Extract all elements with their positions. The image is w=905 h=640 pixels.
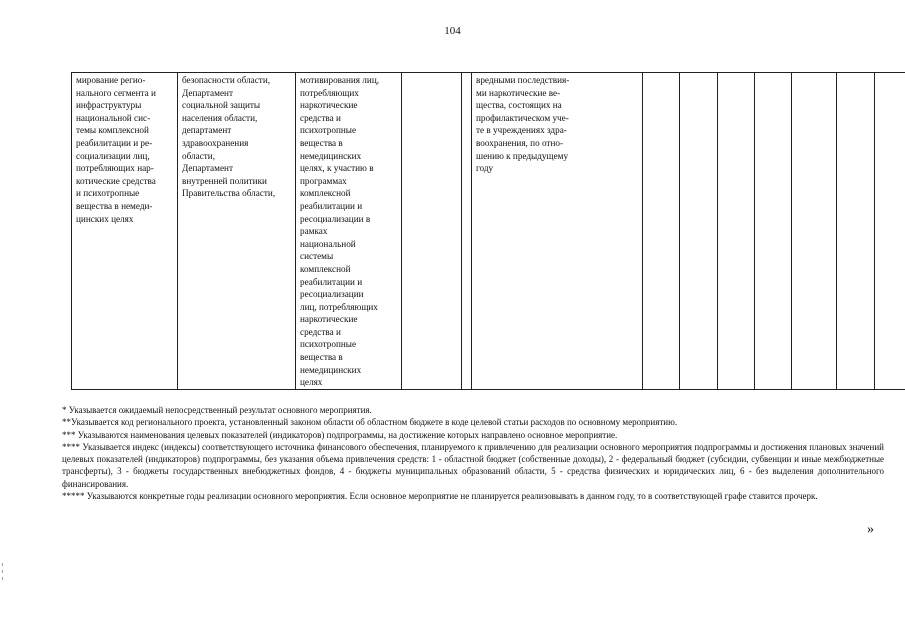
- footnotes: [62, 404, 884, 502]
- table-cell: [837, 73, 875, 390]
- footnote: **Указывается код регионального проекта, установленный законом области об областном бюджете в коде целевой статьи расходов по основному мероприятию.: [62, 417, 678, 428]
- table-cell: [875, 73, 905, 390]
- table-cell: [680, 73, 718, 390]
- table-cell: [402, 73, 462, 390]
- table-cell: мирование регио- нального сегмента и инфраструктуры национальной сис- темы комплексной реабилитации и ре- социализации лиц, потребляющих нар- котические средства и психотропные вещества в немеди- цинских целях: [72, 73, 178, 390]
- table-cell: [792, 73, 837, 390]
- table-row: [72, 73, 905, 390]
- table-cell: [462, 73, 472, 390]
- table-cell: безопасности области, Департамент социальной защиты населения области, департамент здравоохранения области, Департамент внутренней политики Правительства области,: [178, 73, 296, 390]
- table-cell: мотивирования лиц, потребляющих наркотические средства и психотропные вещества в немедицинских целях, к участию в программах комплексной реабилитации и ресоциализации в рамках национальной системы комплексной реабилитации и ресоциализации лиц, потребляющих наркотические средства и психотропные вещества в немедицинских целях: [296, 73, 402, 390]
- table-cell: [755, 73, 792, 390]
- page-number: 104: [444, 25, 461, 37]
- footnote: **** Указывается индекс (индексы) соответствующего источника финансового обеспечения, планируемого к привлечению для реализации основного мероприятия подпрограммы и достижения плановых значений целевых показателей (индикаторов) подпрограммы, без указания объема привлечения средств: 1 - областной бюджет (собственные доходы), 2 - федеральный бюджет (субсидии, субвенции и иные межбюджетные трансферты), 3 - бюджеты государственных внебюджетных фондов, 4 - бюджеты муниципальных образований области, 5 - средства физических и юридических лиц, 6 - без выделения дополнительного финансирования.: [62, 441, 884, 489]
- table-cell: [643, 73, 680, 390]
- scan-edge-marks: [2, 563, 3, 584]
- measures-table: [71, 72, 905, 390]
- table-cell: вредными последствия- ми наркотические ве- щества, состоящих на профилактическом уче- те в учреждениях здра- воохранения, по отно- шению к предыдущему году: [472, 73, 643, 390]
- footnote: ***** Указываются конкретные годы реализации основного мероприятия. Если основное мероприятие не планируется реализовывать в данном году, то в соответствующей графе ставится прочерк.: [62, 491, 818, 502]
- table-cell: [718, 73, 755, 390]
- footnote: * Указывается ожидаемый непосредственный результат основного мероприятия.: [62, 405, 372, 415]
- closing-quote: »: [867, 522, 874, 537]
- footnote: *** Указываются наименования целевых показателей (индикаторов) подпрограммы, на достижение которых направлено основное мероприятие.: [62, 429, 618, 440]
